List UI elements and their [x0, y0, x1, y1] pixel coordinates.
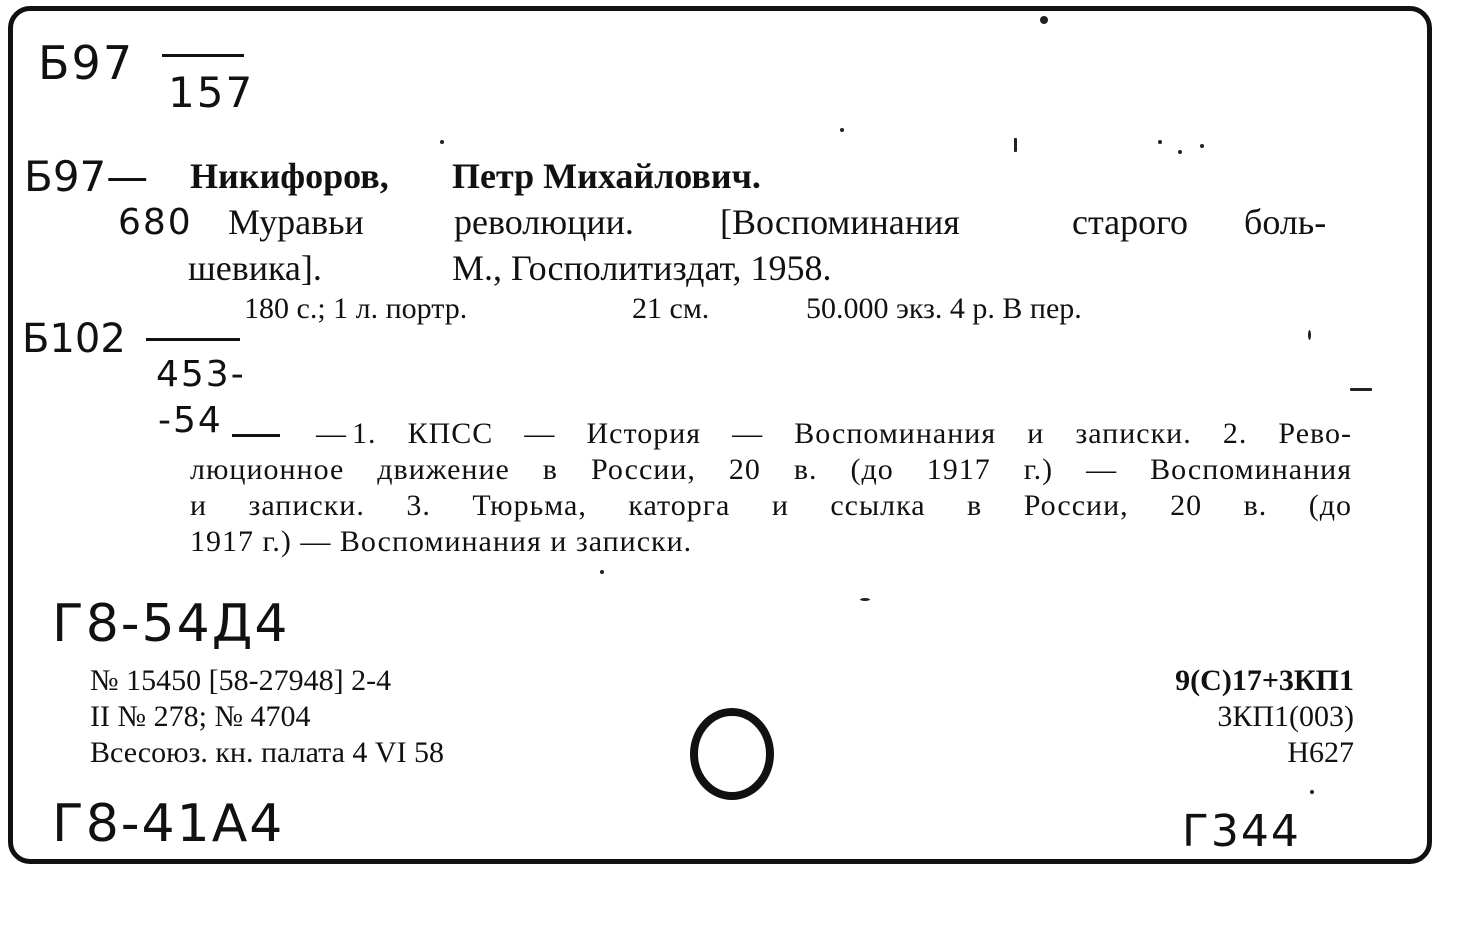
handwritten-number: 157: [168, 68, 255, 117]
handwritten-class-code: Б97: [38, 36, 135, 90]
fraction-rule-2: [146, 338, 240, 341]
scan-speck: [1308, 330, 1311, 340]
scan-speck: [1158, 140, 1162, 144]
handwritten-code-2: Б102: [22, 316, 126, 362]
title-word-5: боль-: [1244, 202, 1327, 242]
scan-speck: [1350, 388, 1372, 391]
size: 21 см.: [632, 292, 710, 325]
imprint: М., Госполитиздат, 1958.: [452, 248, 832, 288]
scan-speck: [1200, 144, 1204, 148]
footer-numbers: II № 278; № 4704: [90, 700, 311, 733]
author-name: Петр Михайлович.: [452, 156, 761, 196]
subject-line-1: 1. КПСС — История — Воспоминания и записки. 2. Рево-: [352, 417, 1352, 450]
footer-classification: 9(С)17+3КП1: [1175, 664, 1354, 697]
author-surname: Никифоров,: [190, 156, 389, 196]
handwritten-circle: [680, 700, 790, 810]
scan-speck: [1040, 16, 1048, 24]
title-word-3: [Воспоминания: [720, 202, 960, 242]
pages: 180 с.; 1 л. портр.: [244, 292, 468, 325]
footer-class-2: 3КП1(003): [1217, 700, 1354, 733]
cutter-code: 680: [118, 202, 193, 243]
handwritten-num-1: 453-: [156, 354, 246, 395]
title-word-2: революции.: [454, 202, 634, 242]
subject-line-4: 1917 г.) — Воспоминания и записки.: [190, 525, 693, 558]
scan-speck: [840, 128, 844, 132]
scan-speck: [600, 570, 604, 574]
subject-line-2: люционное движение в России, 20 в. (до 1917 г.) — Воспоминания: [190, 453, 1352, 486]
scan-speck: [440, 140, 444, 144]
footer-chamber: Всесоюз. кн. палата 4 VI 58: [90, 736, 445, 769]
footer-registry: № 15450 [58-27948] 2-4: [90, 664, 392, 697]
edition-info: 50.000 экз. 4 р. В пер.: [806, 292, 1082, 325]
scan-speck: [1014, 138, 1017, 152]
scan-speck: [1178, 150, 1182, 154]
handwritten-shelf-code-1: Г8-54Д4: [52, 594, 290, 654]
handwritten-prefix: Б97—: [24, 152, 149, 201]
subject-dash: —: [316, 417, 347, 450]
title-word-4: старого: [1072, 202, 1188, 242]
footer-author-mark: Н627: [1287, 736, 1354, 769]
handwritten-shelf-code-2: Г8-41А4: [52, 794, 285, 854]
scan-speck: [1310, 790, 1314, 794]
subject-line-3: и записки. 3. Тюрьма, каторга и ссылка в России, 20 в. (до: [190, 489, 1352, 522]
handwritten-num-2: -54: [158, 400, 223, 441]
fraction-rule: [162, 54, 244, 57]
title-word-1: Муравьи: [228, 202, 364, 242]
handwritten-bottom-right: Г344: [1182, 806, 1301, 857]
underline-mark: [232, 434, 280, 437]
scan-speck: [860, 598, 870, 601]
title-continuation: шевика].: [188, 248, 322, 288]
